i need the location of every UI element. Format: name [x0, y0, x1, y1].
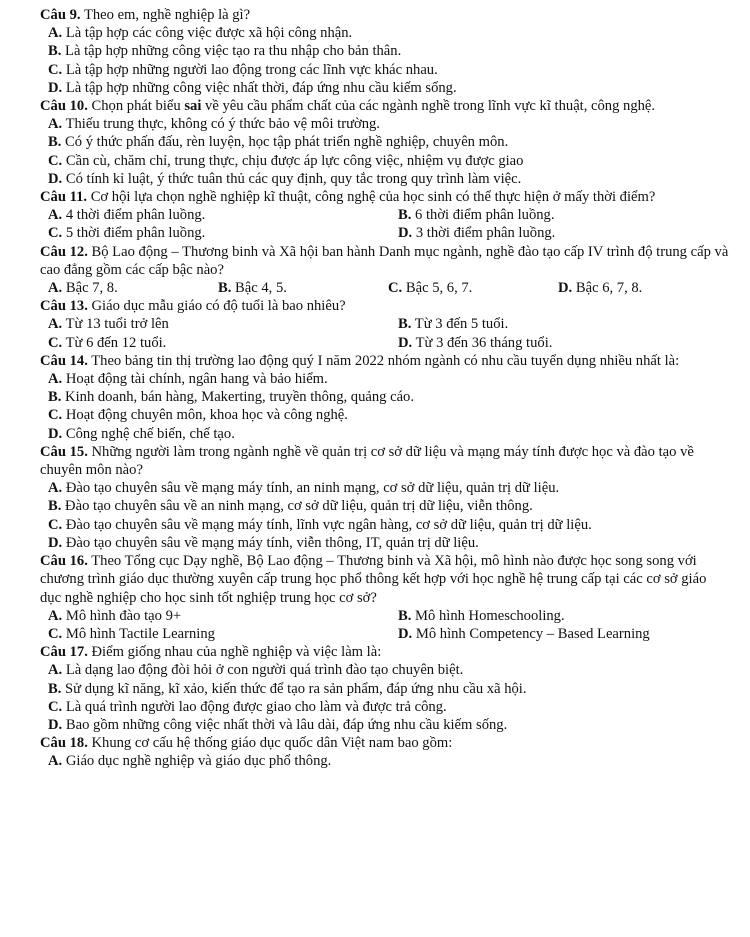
question-18: Câu 18. Khung cơ cấu hệ thống giáo dục quốc dân Việt nam bao gồm:: [40, 735, 453, 752]
option-c: C. Cần cù, chăm chỉ, trung thực, chịu được áp lực công việc, nhiệm vụ được giao: [48, 152, 524, 169]
question-number: Câu 13.: [40, 298, 88, 315]
option-a: A. Bậc 7, 8.: [48, 280, 118, 297]
question-number: Câu 11.: [40, 189, 88, 206]
option-b: B. Có ý thức phấn đấu, rèn luyện, học tập phát triển nghề nghiệp, chuyên môn.: [48, 134, 509, 151]
option-a: A. Thiếu trung thực, không có ý thức bảo vệ môi trường.: [48, 116, 380, 133]
option-d: D. Là tập hợp những công việc nhất thời, đáp ứng nhu cầu kiếm sống.: [48, 79, 457, 96]
option-a: A. Hoạt động tài chính, ngân hang và bảo hiểm.: [48, 371, 328, 388]
question-17: Câu 17. Điểm giống nhau của nghề nghiệp và việc làm là:: [40, 644, 382, 661]
question-14: Câu 14. Theo bảng tin thị trường lao động quý I năm 2022 nhóm ngành có nhu cầu tuyển dụng nhiều nhất là:: [40, 352, 680, 369]
question-9: [40, 6, 750, 24]
option-c: C. Hoạt động chuyên môn, khoa học và công nghệ.: [48, 407, 348, 424]
emphasis-word: sai: [184, 98, 202, 115]
option-a: A. Là tập hợp các công việc được xã hội công nhận.: [48, 25, 353, 42]
option-d: D. Bao gồm những công việc nhất thời và lâu dài, đáp ứng nhu cầu kiếm sống.: [48, 716, 508, 733]
options-row: [48, 334, 750, 352]
question-text: Theo em, nghề nghiệp là gì?: [83, 7, 251, 23]
question-number: Câu 17.: [40, 644, 88, 661]
option-b: B. 6 thời điểm phân luồng.: [398, 207, 555, 224]
options-row: [48, 607, 750, 625]
option-b: B. Mô hình Homeschooling.: [398, 607, 565, 624]
option-d: D. Mô hình Competency – Based Learning: [398, 625, 650, 642]
option-b: B. Sử dụng kĩ năng, kĩ xảo, kiến thức để tạo ra sản phẩm, đáp ứng nhu cầu xã hội.: [48, 680, 527, 697]
option-a: A. Từ 13 tuổi trở lên: [48, 316, 169, 333]
options-row: [48, 315, 750, 333]
option-a: A. 4 thời điểm phân luồng.: [48, 207, 206, 224]
option-c: C. Từ 6 đến 12 tuổi.: [48, 334, 167, 351]
question-11: Câu 11. Cơ hội lựa chọn nghề nghiệp kĩ thuật, công nghệ của học sinh có thể thực hiện ở mấy thời điểm?: [40, 189, 656, 206]
option-a: A. Giáo dục nghề nghiệp và giáo dục phổ thông.: [48, 753, 332, 770]
option-c: C. Bậc 5, 6, 7.: [388, 280, 473, 297]
question-number: Câu 18.: [40, 735, 88, 752]
question-12: Câu 12. Bộ Lao động – Thương binh và Xã hội ban hành Danh mục ngành, nghề đào tạo cấp IV trình độ trung cấp và cao đẳng gồm các cấp bậc nào?: [40, 243, 729, 278]
options-row: [48, 224, 750, 242]
question-15: Câu 15. Những người làm trong ngành nghề về quản trị cơ sở dữ liệu và mạng máy tính được học và đào tạo về chuyên môn nào?: [40, 443, 694, 479]
option-d: D. Bậc 6, 7, 8.: [558, 280, 643, 297]
option-b: B. Kinh doanh, bán hàng, Makerting, truyền thông, quảng cáo.: [48, 389, 414, 406]
option-a: A. Đào tạo chuyên sâu về mạng máy tính, an ninh mạng, cơ sở dữ liệu, quản trị dữ liệu.: [48, 480, 560, 497]
option-d: D. Công nghệ chế biến, chế tạo.: [48, 425, 235, 442]
option-a: A. Là dạng lao động đòi hỏi ở con người quá trình đào tạo chuyên biệt.: [48, 662, 464, 679]
options-row: [48, 206, 750, 224]
question-number: Câu 15.: [40, 443, 88, 460]
option-c: C. Là quá trình người lao động được giao cho làm và được trả công.: [48, 698, 447, 715]
option-c: C. Mô hình Tactile Learning: [48, 625, 215, 642]
question-number: Câu 14.: [40, 352, 88, 369]
option-d: D. Đào tạo chuyên sâu về mạng máy tính, viễn thông, IT, quản trị dữ liệu.: [48, 534, 479, 551]
question-13: Câu 13. Giáo dục mẫu giáo có độ tuổi là bao nhiêu?: [40, 298, 346, 315]
option-c: C. Đào tạo chuyên sâu về mạng máy tính, lĩnh vực ngân hàng, cơ sở dữ liệu, quản trị dữ liệu.: [48, 516, 592, 533]
question-number: Câu 10.: [40, 98, 88, 115]
option-d: D. Có tính kỉ luật, ý thức tuân thủ các quy định, quy tắc trong quy trình làm việc.: [48, 170, 522, 187]
options-row: [48, 625, 750, 643]
option-c: C. 5 thời điểm phân luồng.: [48, 225, 206, 242]
question-number: Câu 16.: [40, 553, 88, 570]
option-b: B. Là tập hợp những công việc tạo ra thu nhập cho bản thân.: [48, 43, 402, 60]
option-b: B. Từ 3 đến 5 tuổi.: [398, 316, 509, 333]
option-b: B. Bậc 4, 5.: [218, 280, 287, 297]
option-d: D. 3 thời điểm phân luồng.: [398, 225, 556, 242]
question-16: Câu 16. Theo Tổng cục Dạy nghề, Bộ Lao động – Thương binh và Xã hội, mô hình nào được học song song với chương trình giáo dục thường xuyên cấp trung học phổ thông kết hợp với học nghề hệ trung cấp tại các cơ sở giáo dục nghề nghiệp cho học sinh tốt nghiệp trung học cơ sở?: [40, 553, 707, 606]
question-number: Câu 9.: [40, 7, 81, 23]
option-d: D. Từ 3 đến 36 tháng tuổi.: [398, 334, 553, 351]
option-b: B. Đào tạo chuyên sâu về an ninh mạng, cơ sở dữ liệu, quản trị dữ liệu, viễn thông.: [48, 498, 533, 515]
question-number: Câu 12.: [40, 243, 88, 260]
question-10: Câu 10. Chọn phát biểu sai về yêu cầu phẩm chất của các ngành nghề trong lĩnh vực kĩ thuật, công nghệ.: [40, 98, 656, 115]
option-c: C. Là tập hợp những người lao động trong các lĩnh vực khác nhau.: [48, 61, 438, 78]
option-a: A. Mô hình đào tạo 9+: [48, 607, 182, 624]
options-row: [48, 279, 750, 297]
